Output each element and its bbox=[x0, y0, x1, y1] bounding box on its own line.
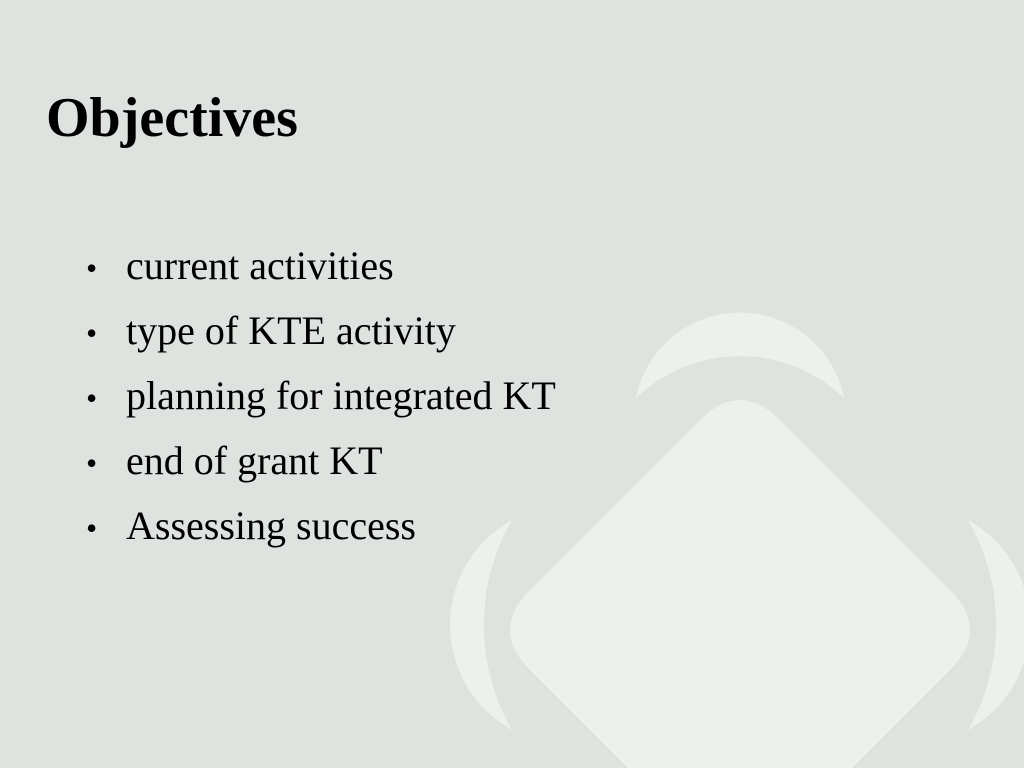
bullet-icon: • bbox=[86, 510, 98, 546]
bullet-item bbox=[86, 500, 556, 565]
bullet-item bbox=[86, 435, 556, 500]
bullet-list bbox=[86, 240, 556, 565]
bullet-text: Assessing success bbox=[126, 503, 416, 548]
bullet-icon: • bbox=[86, 250, 98, 286]
bullet-icon: • bbox=[86, 380, 98, 416]
bullet-text: current activities bbox=[126, 243, 394, 288]
bullet-item bbox=[86, 240, 556, 305]
bullet-icon: • bbox=[86, 315, 98, 351]
bullet-item bbox=[86, 305, 556, 370]
watermark-right-crescent bbox=[968, 520, 1024, 730]
bullet-text: planning for integrated KT bbox=[126, 373, 556, 418]
bullet-text: end of grant KT bbox=[126, 438, 383, 483]
bullet-item bbox=[86, 370, 556, 435]
bullet-icon: • bbox=[86, 445, 98, 481]
slide-title: Objectives bbox=[46, 87, 298, 149]
watermark-diamond bbox=[510, 400, 970, 768]
watermark-top-lens bbox=[636, 312, 844, 398]
bullet-text: type of KTE activity bbox=[126, 308, 456, 353]
